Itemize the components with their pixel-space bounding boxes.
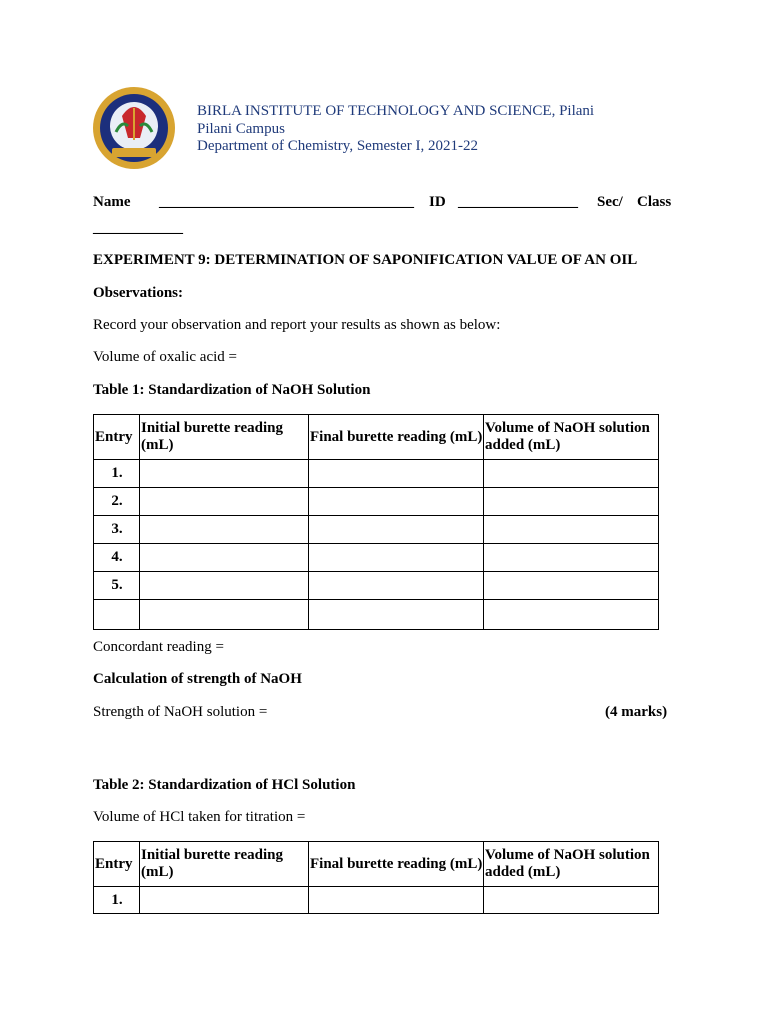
department-line: Department of Chemistry, Semester I, 2021-22: [197, 138, 479, 154]
entry-cell: 4.: [94, 544, 140, 572]
final-reading-cell[interactable]: [309, 488, 484, 516]
table-row: [94, 887, 659, 914]
volume-cell[interactable]: [484, 887, 659, 914]
class-blank[interactable]: ____________: [93, 220, 183, 236]
final-reading-cell[interactable]: [309, 460, 484, 488]
bits-pilani-logo: [92, 86, 176, 170]
table1-header-entry: Entry: [94, 415, 140, 460]
volume-cell[interactable]: [484, 544, 659, 572]
initial-reading-cell[interactable]: [140, 516, 309, 544]
experiment-title: EXPERIMENT 9: DETERMINATION OF SAPONIFICATION VALUE OF AN OIL: [93, 252, 638, 268]
table1-header-row: [94, 415, 659, 460]
initial-reading-cell[interactable]: [140, 600, 309, 630]
table2-caption: Table 2: Standardization of HCl Solution: [93, 777, 356, 793]
table2-header-entry: Entry: [94, 842, 140, 887]
final-reading-cell[interactable]: [309, 572, 484, 600]
table-row: [94, 516, 659, 544]
final-reading-cell[interactable]: [309, 516, 484, 544]
entry-cell: [94, 600, 140, 630]
table2-header-final: Final burette reading (mL): [309, 842, 484, 887]
final-reading-cell[interactable]: [309, 887, 484, 914]
name-blank[interactable]: __________________________________: [159, 194, 414, 210]
volume-cell[interactable]: [484, 516, 659, 544]
observations-heading: Observations:: [93, 285, 183, 301]
initial-reading-cell[interactable]: [140, 572, 309, 600]
id-label: ID: [429, 194, 446, 210]
table1-header-initial: Initial burette reading (mL): [140, 415, 309, 460]
entry-cell: 1.: [94, 460, 140, 488]
table2-header-row: [94, 842, 659, 887]
final-reading-cell[interactable]: [309, 600, 484, 630]
entry-cell: 1.: [94, 887, 140, 914]
volume-cell[interactable]: [484, 488, 659, 516]
marks-label: (4 marks): [605, 704, 668, 720]
initial-reading-cell[interactable]: [140, 460, 309, 488]
volume-cell[interactable]: [484, 600, 659, 630]
volume-cell[interactable]: [484, 572, 659, 600]
entry-cell: 5.: [94, 572, 140, 600]
institute-name: BIRLA INSTITUTE OF TECHNOLOGY AND SCIENCE, Pilani: [197, 103, 595, 119]
table-row: [94, 600, 659, 630]
entry-cell: 3.: [94, 516, 140, 544]
table1: [93, 414, 659, 630]
table-row: [94, 572, 659, 600]
strength-line: Strength of NaOH solution =: [93, 704, 268, 720]
calculation-heading: Calculation of strength of NaOH: [93, 671, 302, 687]
initial-reading-cell[interactable]: [140, 887, 309, 914]
entry-cell: 2.: [94, 488, 140, 516]
final-reading-cell[interactable]: [309, 544, 484, 572]
class-label: Class: [637, 194, 672, 210]
instruction-text: Record your observation and report your results as shown as below:: [93, 317, 501, 333]
volume-cell[interactable]: [484, 460, 659, 488]
oxalic-volume-line: Volume of oxalic acid =: [93, 349, 237, 365]
table-row: [94, 544, 659, 572]
concordant-reading: Concordant reading =: [93, 639, 224, 655]
table1-header-volume: Volume of NaOH solution added (mL): [484, 415, 659, 460]
table2-header-volume: Volume of NaOH solution added (mL): [484, 842, 659, 887]
table-row: [94, 460, 659, 488]
hcl-volume-line: Volume of HCl taken for titration =: [93, 809, 306, 825]
campus-name: Pilani Campus: [197, 121, 285, 137]
id-blank[interactable]: ________________: [458, 194, 578, 210]
initial-reading-cell[interactable]: [140, 544, 309, 572]
table1-caption: Table 1: Standardization of NaOH Solution: [93, 382, 371, 398]
table1-header-final: Final burette reading (mL): [309, 415, 484, 460]
table-row: [94, 488, 659, 516]
table2: [93, 841, 659, 914]
table2-header-initial: Initial burette reading (mL): [140, 842, 309, 887]
sec-label: Sec/: [597, 194, 623, 210]
name-label: Name: [93, 194, 131, 210]
initial-reading-cell[interactable]: [140, 488, 309, 516]
